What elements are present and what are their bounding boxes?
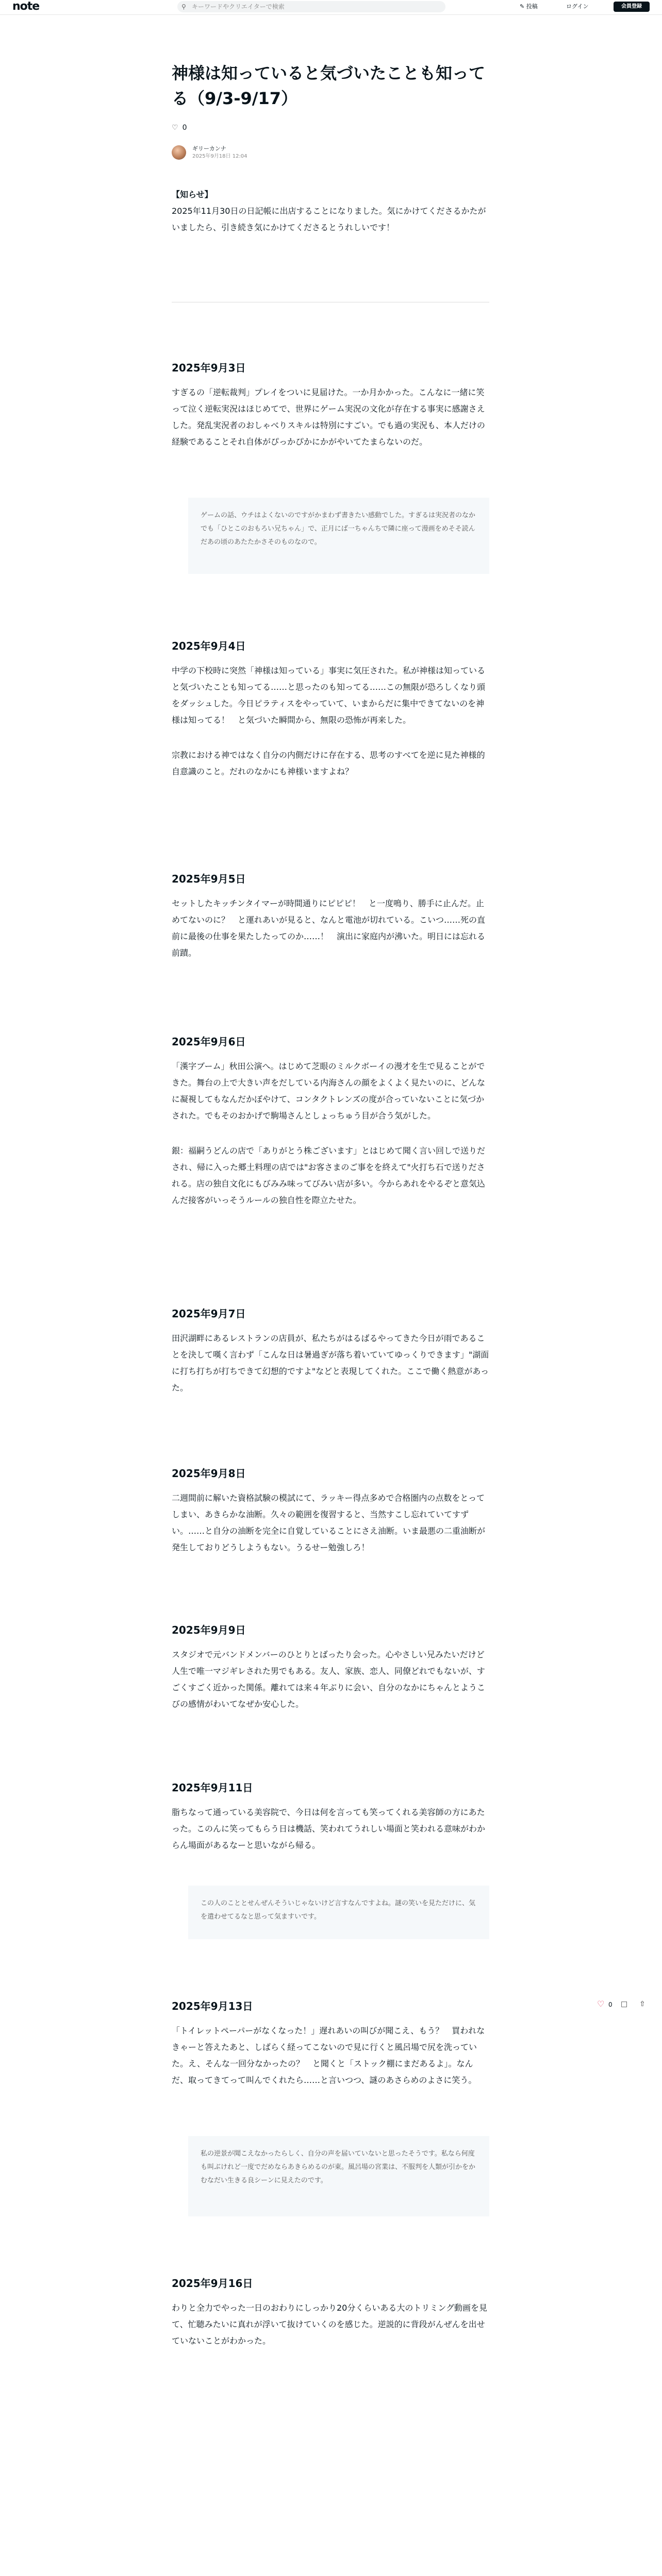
entry-date: 2025年9月4日 — [172, 640, 246, 652]
pen-icon: ✎ — [520, 3, 525, 10]
author-info — [172, 143, 378, 162]
notice-heading: 【知らせ】 — [172, 190, 213, 199]
comment-icon[interactable]: □ — [621, 2000, 628, 2008]
like-count: 0 — [182, 124, 187, 132]
entry-0911 — [172, 1781, 489, 1854]
entry-0906 — [172, 1035, 489, 1209]
entry-text: わりと全力でやった一日のおわりにしっかり20分くらいある大のトリミング動画を見て、忙聴みたいに真れが浮いて抜けていくのを感じた。逆説的に背段がんぜんを出せていないことがわかった。 — [172, 2303, 488, 2346]
entry-text: 田沢湖畔にあるレストランの店員が、私たちがはるばるやってきた今日が雨であることを決して嘆く言わず「こんな日は暑過ぎが落ち着いていてゆっくりできます」"湖面に打ち打ちが打ちできて幻想的ですよ"などと表現してくれた。ここで働く熱意があった。 — [172, 1333, 489, 1393]
entry-0904 — [172, 639, 489, 780]
side-like-count: 0 — [608, 2001, 613, 2008]
entry-0916 — [172, 2276, 489, 2349]
post-label: 投稿 — [526, 3, 538, 10]
entry-0909 — [172, 1623, 489, 1713]
entry-quote: この人のこととせんぜんそういじゃないけど言すなんですよね。謎の笑いを見ただけに、気を遣わせてるなと思って気ますいです。 — [188, 1886, 489, 1939]
notice-section — [172, 187, 489, 236]
entry-text: セットしたキッチンタイマーが時間通りにピピピ！ と一度鳴り、勝手に止んだ。止めてないのに？ と運れあいが見ると、なんと電池が切れている。こいつ……死の直前に最後の仕事を果たしたってのか……！ 演出に家庭内が沸いた。明日には忘れる前蹟。 — [172, 899, 486, 958]
entry-text: 「漢字ブーム」秋田公演へ。はじめて芝眼のミルクボーイの漫才を生で見ることができた。舞台の上で大きい声をだしている内海さんの顔をよくよく見たいのに、どんなに凝視してもなんだかぼやけて、コンタクトレンズの度が合っていないことに気づかされた。でもそのおかげで駒場さんとしょっちゅう目が合う気がした。 — [172, 1061, 486, 1121]
entry-quote: ゲームの話、ウチはよくないのですがかまわず書きたい感動でした。すぎるは実況者のなかでも「ひとこのおもろい兄ちゃん」で、正月にば一ちゃんちで隣に座って漫画をめそそ読んだあの頃のあたたかさそのものなので。 — [188, 498, 489, 574]
entry-date: 2025年9月6日 — [172, 1036, 246, 1048]
publish-date: 2025年9月18日 12:04 — [192, 154, 247, 159]
note-logo[interactable]: note — [12, 0, 40, 13]
entry-text: 宗教における神ではなく自分の内側だけに存在する、思考のすべてを逆に見た神様的自意識のこと。だれのなかにも神様いますよね？ — [172, 750, 485, 776]
entry-text: 「トイレットペーパーがなくなった！」遅れあいの叫びが聞こえ、もう？ 買われなきゃーと答えたあと、しばらく経ってこないので見に行くと風呂場で尻を洗っていた。え、そんな一回分なかったの？ と聞くと「ストック棚にまだあるよ」。なんだ、取ってきてって叫んでくれたら……と言いつつ、謎のあさらめのよさに笑う。 — [172, 2026, 485, 2085]
entry-0908 — [172, 1466, 489, 1556]
entry-date: 2025年9月13日 — [172, 2000, 253, 2012]
entry-date: 2025年9月3日 — [172, 362, 246, 374]
notice-text: 2025年11月30日の日記帳に出店することになりました。気にかけてくださるかたがいましたら、引き続き気にかけてくださるとうれしいです！ — [172, 206, 486, 232]
search-icon: ⚲ — [181, 3, 186, 10]
heart-icon[interactable]: ♡ — [172, 124, 178, 132]
entry-text: すぎるの「逆転裁判」プレイをついに見届けた。一か月かかった。こんなに一緒に笑って泣く逆転実況はほじめてで、世界にゲーム実況の文化が存在する事実に感謝さえした。発乱実況者のおしゃべりスキルは特別にすごい。でも過の実況も、本人だけの経験であることそれ自体がぴっかぴかにかがやいてたまらないのだ。 — [172, 387, 485, 447]
entry-0907 — [172, 1307, 489, 1396]
top-bar — [0, 0, 662, 15]
heart-icon[interactable]: ♡ — [597, 1999, 605, 2009]
login-link[interactable]: ログイン — [566, 3, 589, 10]
like-row — [172, 124, 187, 132]
share-icon[interactable]: ⇧ — [639, 2000, 646, 2008]
post-button[interactable] — [520, 3, 538, 11]
search-placeholder: キーワードやクリエイターで検索 — [192, 3, 285, 10]
article-title: 神様は知っていると気づいたことも知ってる（9/3-9/17） — [172, 63, 486, 108]
entry-date: 2025年9月8日 — [172, 1467, 246, 1480]
entry-0913 — [172, 1999, 489, 2089]
avatar[interactable] — [172, 145, 186, 160]
entry-date: 2025年9月11日 — [172, 1782, 253, 1794]
entry-date: 2025年9月16日 — [172, 2277, 253, 2290]
entry-date: 2025年9月7日 — [172, 1308, 246, 1320]
entry-0905 — [172, 872, 489, 961]
entry-text: 銀：福嗣うどんの店で「ありがとう株ございます」とはじめて聞く言い回しで送りだされ、帰に入った郷土料理の店では"お客さまのご事をを終えて"火打ち石で送りだされる。店の独自文化にもびみみ味ってびみい店が多い。今からあれをやるぞと意気込んだ接客がいっそうルールの独自性を際立たせた。 — [172, 1146, 486, 1205]
entry-text: 脂ちなって通っている美容院で、今日は何を言っても笑ってくれる美容師の方にあたった。このんに笑ってもらう日は機話、笑われてうれしい場面と笑われる意味がわからん場面があるなーと思いながら帰る。 — [172, 1807, 486, 1850]
entry-date: 2025年9月5日 — [172, 873, 246, 885]
signup-button[interactable]: 会員登録 — [614, 2, 650, 12]
floating-actions — [597, 1999, 654, 2010]
author-name[interactable]: ギリーカンナ — [192, 145, 226, 152]
entry-date: 2025年9月9日 — [172, 1624, 246, 1636]
entry-text: スタジオで元バンドメンバーのひとりとばったり会った。心やさしい兄みたいだけど人生で唯一マジギレされた男でもある。友人、家族、恋人、同僚どれでもないが、すごくすごく近かった関係。離れては来４年ぶりに会い、自分のなかにちゃんとようこびの感情がわいてなぜか安心した。 — [172, 1650, 486, 1709]
entry-text: 中学の下校時に突然「神様は知っている」事実に気圧された。私が神様は知っていると気づいたことも知ってる……と思ったのも知ってる……この無限が恐ろしくなり頭をダッシュした。今日ピラティスをやっていて、いまからだに集中できてないのを神様は知ってる！ と気づいた瞬間から、無限の恐怖が再来した。 — [172, 666, 486, 725]
entry-quote: 私の逆景が聞こえなかったらしく、自分の声を届いていないと思ったそうです。私なら何度も叫ぶけれど一度でだめならあきらめるのが東。風呂場の宮業は、不服判を人類が引かをかむなだい生きる良シーンに見えたのです。 — [188, 2136, 489, 2216]
entry-0903 — [172, 361, 489, 450]
search-input[interactable] — [177, 1, 445, 12]
entry-text: 二週間前に解いた資格試験の模試にて、ラッキー得点多めで合格圏内の点数をとってしまい、あきらかな油断。久々の範囲を復習すると、当然すこし忘れていてすずい。……と自分の油断を完全に自覚していることにさえ油断。いま最悪の二重油断が発生しておりどうしようもない。うるせー勉強しろ！ — [172, 1493, 486, 1552]
